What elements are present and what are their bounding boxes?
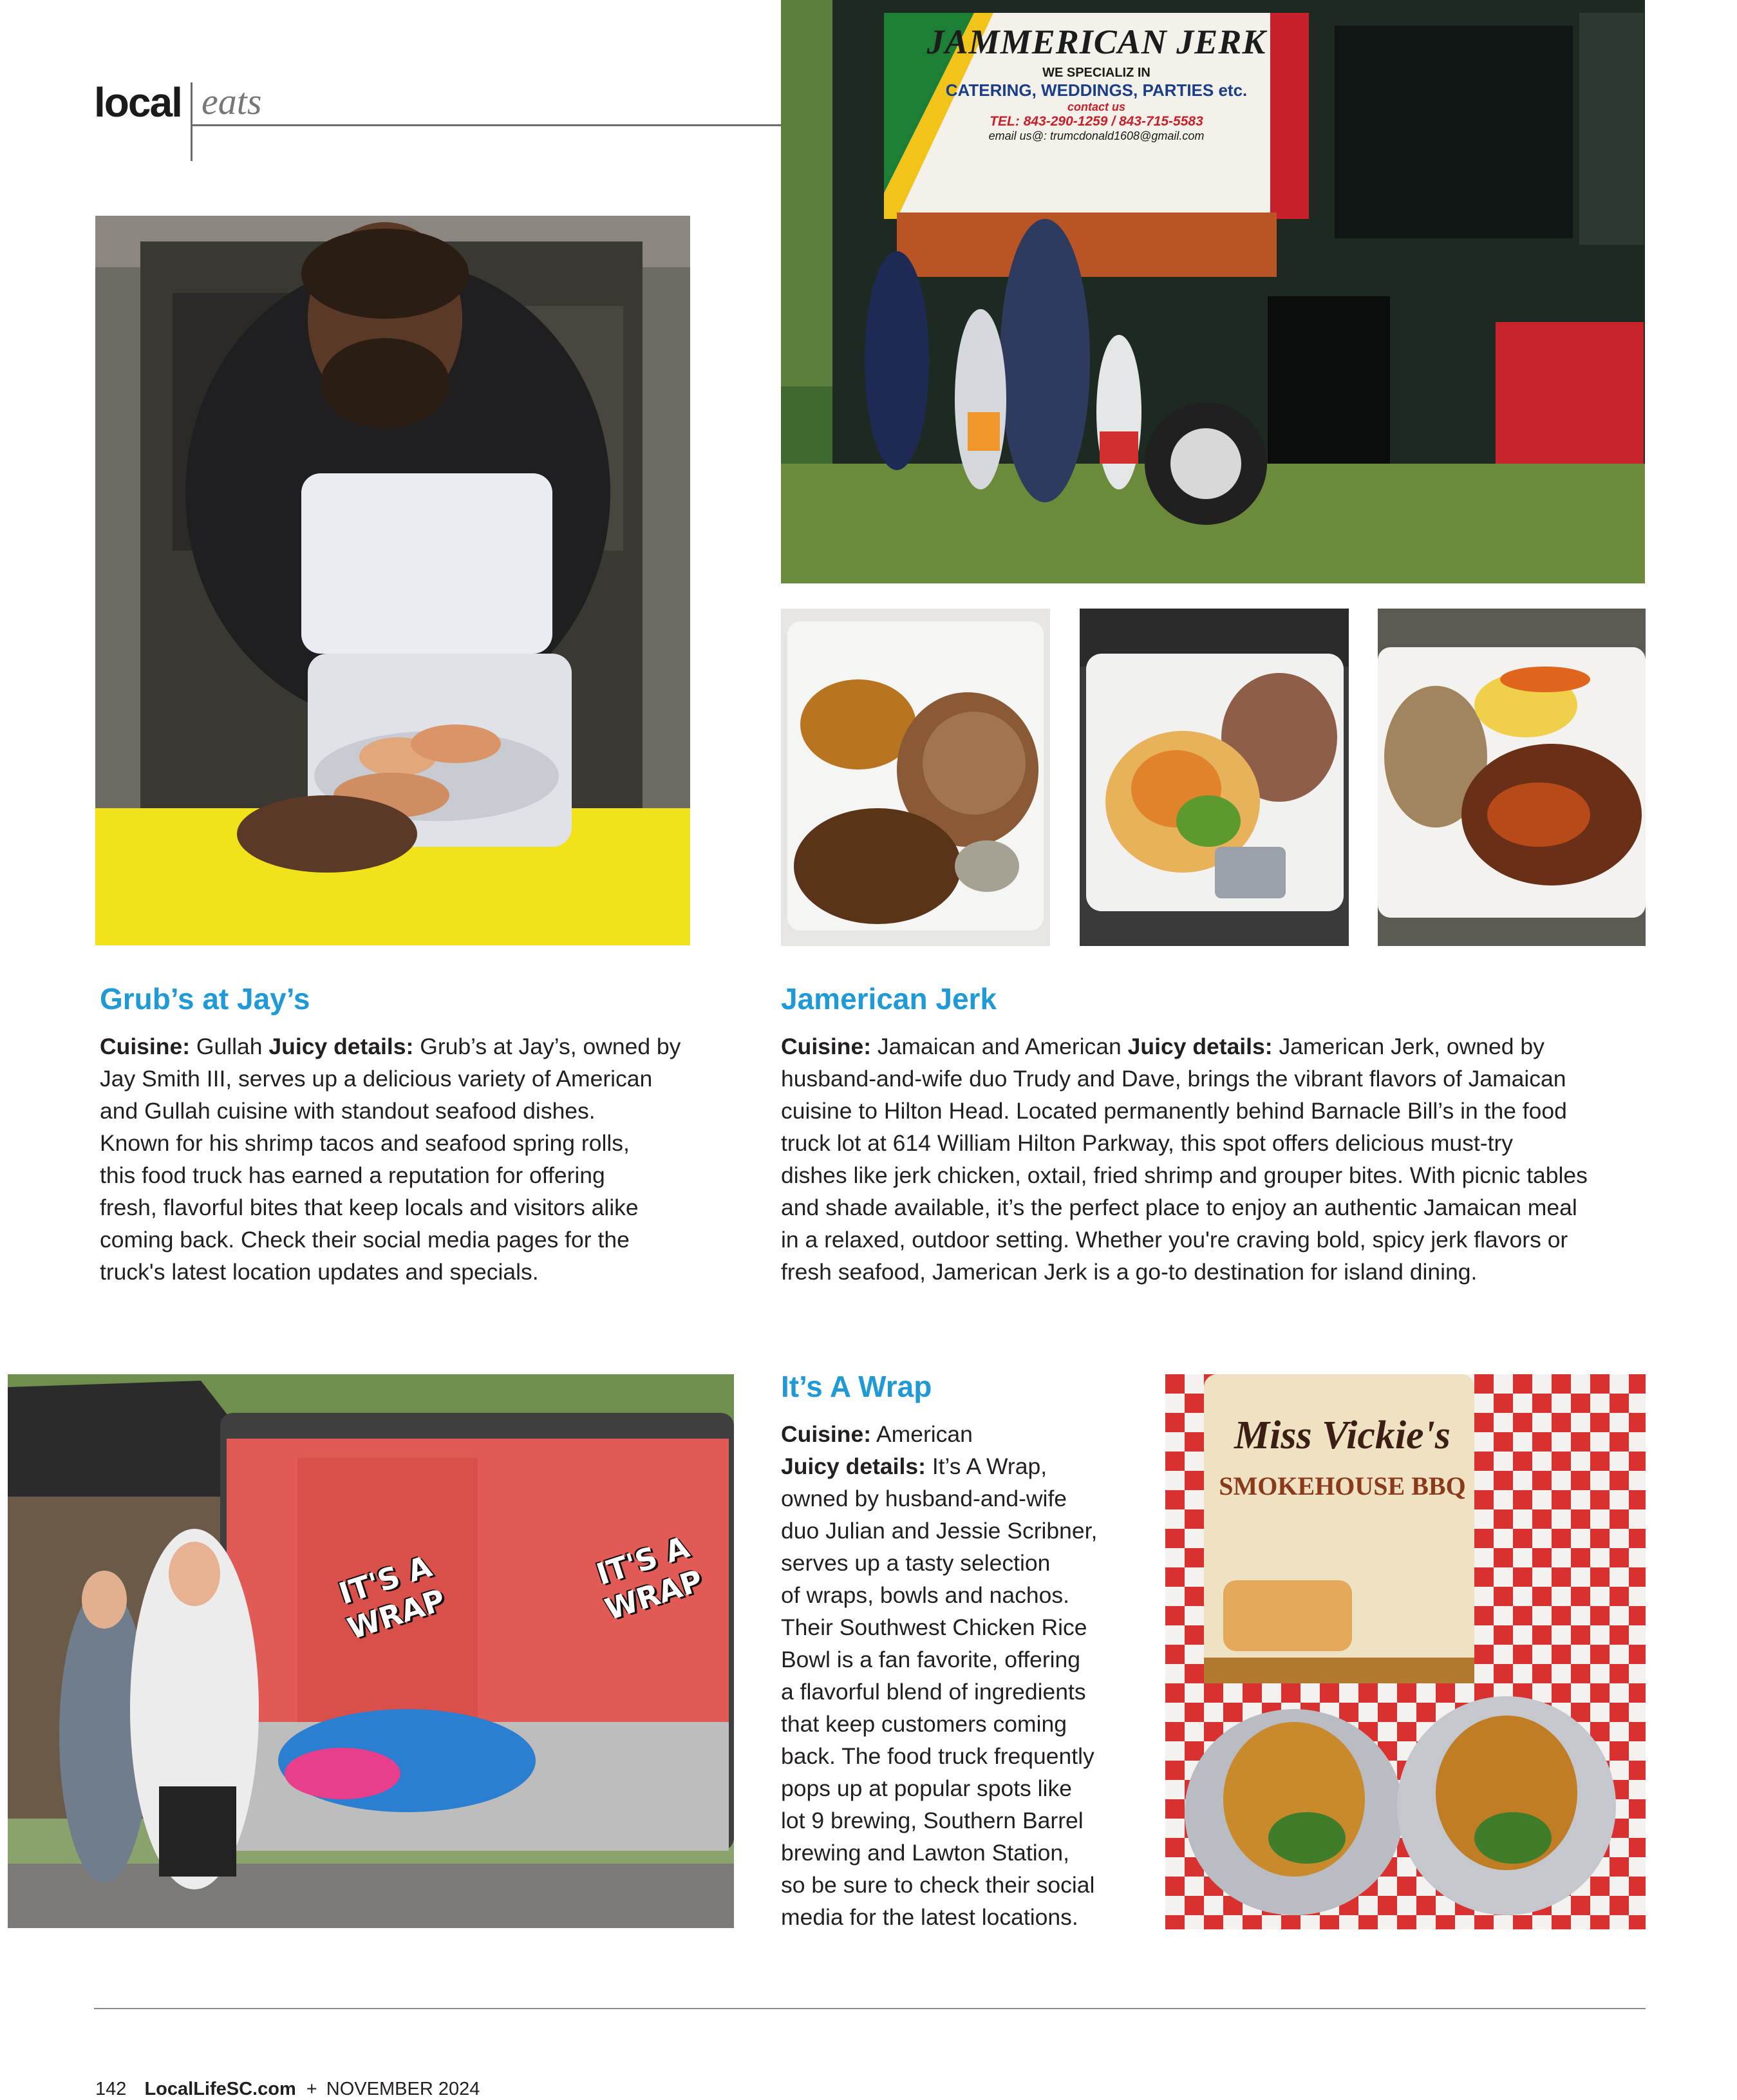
header-rule bbox=[191, 124, 783, 126]
wrap-details-first: It’s A Wrap, bbox=[932, 1453, 1047, 1479]
wrap-line: duo Julian and Jessie Scribner, bbox=[781, 1518, 1098, 1544]
wrap-line: so be sure to check their social bbox=[781, 1872, 1095, 1898]
wrap-line: owned by husband-and-wife bbox=[781, 1486, 1067, 1511]
issue-date: NOVEMBER 2024 bbox=[326, 2079, 480, 2099]
jamerican-details-first: Jamerican Jerk, owned by bbox=[1279, 1034, 1545, 1059]
jamerican-food-photo-2 bbox=[1080, 609, 1349, 946]
jamerican-details-label: Juicy details: bbox=[1127, 1034, 1273, 1059]
footer-separator: + bbox=[306, 2079, 317, 2099]
wrap-line: that keep customers coming bbox=[781, 1711, 1067, 1737]
wrap-line bbox=[781, 1418, 1154, 1450]
wrap-line: a flavorful blend of ingredients bbox=[781, 1679, 1086, 1705]
wrap-title: It’s A Wrap bbox=[781, 1370, 932, 1403]
wrap-truck-logo-left: IT'S A WRAP bbox=[334, 1548, 449, 1647]
jamerican-line: in a relaxed, outdoor setting. Whether you're craving bold, spicy jerk flavors or bbox=[781, 1227, 1568, 1253]
grubs-line: fresh, flavorful bites that keep locals and visitors alike bbox=[100, 1195, 639, 1220]
wrap-food-photo bbox=[1165, 1374, 1646, 1929]
chips-brand: Miss Vickie's bbox=[1234, 1414, 1451, 1457]
jamerican-body bbox=[781, 1030, 1646, 1288]
jamerican-line: dishes like jerk chicken, oxtail, fried shrimp and grouper bites. With picnic tables bbox=[781, 1162, 1588, 1188]
grubs-cuisine-label: Cuisine: bbox=[100, 1034, 191, 1059]
jamerican-line bbox=[781, 1030, 1646, 1063]
footer-rule bbox=[94, 2008, 1646, 2009]
wrap-body bbox=[781, 1418, 1154, 1933]
header-divider bbox=[191, 82, 192, 161]
jamerican-line: and shade available, it’s the perfect place to enjoy an authentic Jamaican meal bbox=[781, 1195, 1577, 1220]
wrap-details-label: Juicy details: bbox=[781, 1453, 926, 1479]
wrap-line: pops up at popular spots like bbox=[781, 1775, 1072, 1801]
jamerican-food-photo-3 bbox=[1378, 609, 1646, 946]
grubs-line: Jay Smith III, serves up a delicious variety of American bbox=[100, 1066, 653, 1092]
grubs-details-first: Grub’s at Jay’s, owned by bbox=[420, 1034, 681, 1059]
grubs-line: and Gullah cuisine with standout seafood dishes. bbox=[100, 1098, 596, 1124]
subsection-label: eats bbox=[202, 80, 262, 122]
truck-sign-line3: contact us bbox=[1067, 100, 1126, 113]
truck-sign-line1: WE SPECIALIZ IN bbox=[1042, 66, 1150, 80]
wrap-line: of wraps, bowls and nachos. bbox=[781, 1582, 1069, 1608]
jamerican-title: Jamerican Jerk bbox=[781, 982, 997, 1016]
jamerican-truck-photo bbox=[781, 0, 1645, 583]
wrap-line: back. The food truck frequently bbox=[781, 1743, 1094, 1769]
grubs-line: Known for his shrimp tacos and seafood spring rolls, bbox=[100, 1130, 630, 1156]
jamerican-food-photo-1 bbox=[781, 609, 1050, 946]
jamerican-line: fresh seafood, Jamerican Jerk is a go-to destination for island dining. bbox=[781, 1259, 1478, 1285]
grubs-line: this food truck has earned a reputation for offering bbox=[100, 1162, 605, 1188]
jamerican-cuisine-label: Cuisine: bbox=[781, 1034, 872, 1059]
wrap-cuisine-label: Cuisine: bbox=[781, 1421, 872, 1447]
grubs-title: Grub’s at Jay’s bbox=[100, 982, 310, 1016]
grubs-photo bbox=[95, 216, 690, 945]
wrap-line: Their Southwest Chicken Rice bbox=[781, 1614, 1087, 1640]
wrap-truck-photo bbox=[8, 1374, 734, 1928]
wrap-line: media for the latest locations. bbox=[781, 1904, 1078, 1930]
grubs-body bbox=[100, 1030, 705, 1288]
grubs-line: coming back. Check their social media pages for the bbox=[100, 1227, 630, 1253]
wrap-cuisine: American bbox=[876, 1421, 973, 1447]
truck-sign-name: JAMMERICAN JERK bbox=[926, 23, 1266, 61]
chips-flavor: SMOKEHOUSE BBQ bbox=[1219, 1471, 1466, 1500]
wrap-line: brewing and Lawton Station, bbox=[781, 1840, 1069, 1866]
page-number: 142 bbox=[95, 2079, 127, 2099]
jamerican-line: truck lot at 614 William Hilton Parkway, this spot offers delicious must-try bbox=[781, 1130, 1514, 1156]
jamerican-cuisine: Jamaican and American bbox=[877, 1034, 1122, 1059]
grubs-line: truck's latest location updates and specials. bbox=[100, 1259, 539, 1285]
wrap-line: lot 9 brewing, Southern Barrel bbox=[781, 1808, 1084, 1833]
truck-sign bbox=[897, 22, 1296, 143]
jamerican-line: cuisine to Hilton Head. Located permanently behind Barnacle Bill’s in the food bbox=[781, 1098, 1567, 1124]
truck-sign-line5: email us@: trumcdonald1608@gmail.com bbox=[988, 129, 1205, 142]
section-label: local bbox=[94, 79, 182, 126]
wrap-line bbox=[781, 1450, 1154, 1482]
wrap-line: Bowl is a fan favorite, offering bbox=[781, 1647, 1081, 1672]
truck-sign-line2: CATERING, WEDDINGS, PARTIES etc. bbox=[945, 80, 1248, 100]
jamerican-line: husband-and-wife duo Trudy and Dave, brings the vibrant flavors of Jamaican bbox=[781, 1066, 1566, 1092]
truck-sign-line4: TEL: 843-290-1259 / 843-715-5583 bbox=[990, 114, 1203, 129]
site-link[interactable]: LocalLifeSC.com bbox=[144, 2079, 296, 2099]
grubs-cuisine: Gullah bbox=[196, 1034, 263, 1059]
wrap-truck-logo-right: IT'S A WRAP bbox=[592, 1529, 707, 1627]
grubs-line bbox=[100, 1030, 705, 1063]
wrap-line: serves up a tasty selection bbox=[781, 1550, 1051, 1576]
footer bbox=[95, 2079, 480, 2100]
grubs-details-label: Juicy details: bbox=[268, 1034, 414, 1059]
